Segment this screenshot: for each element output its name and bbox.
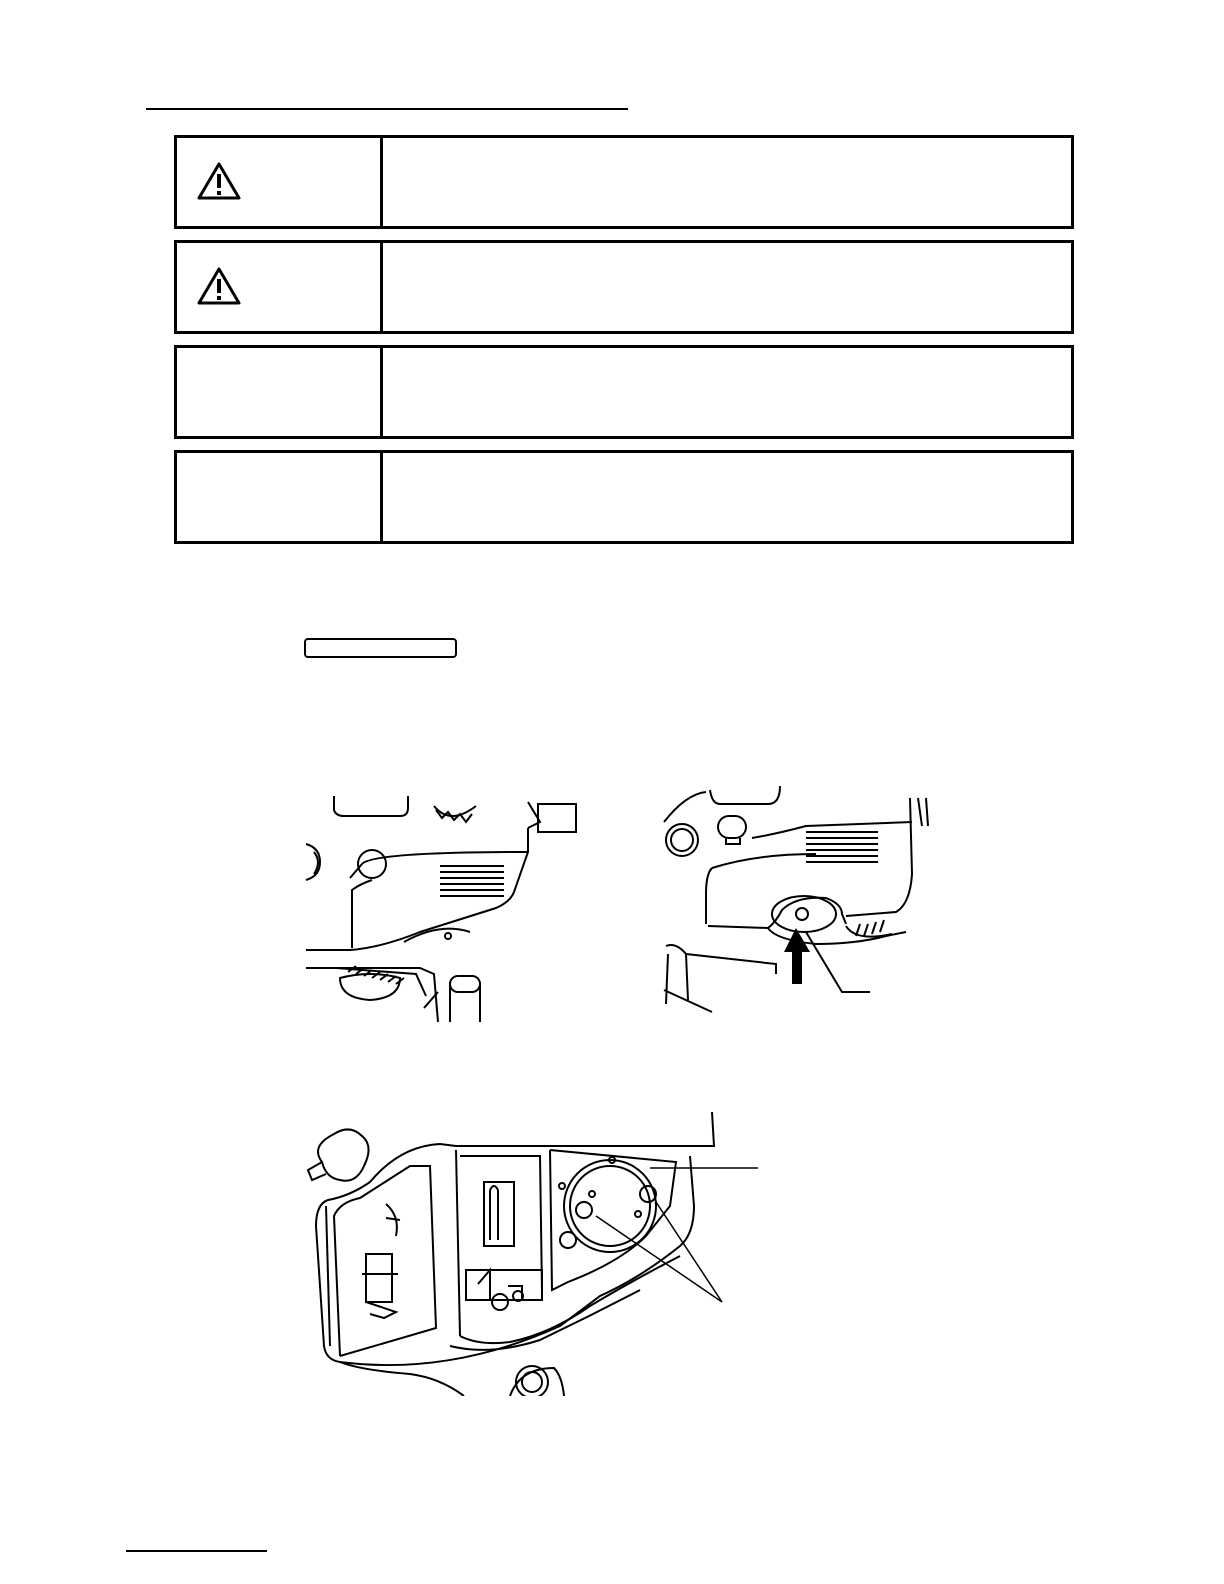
notice-label-cell [177, 453, 383, 541]
notice-label-cell [177, 348, 383, 436]
microscope-base-drawing [300, 792, 590, 1022]
caution-notice-4 [174, 450, 1074, 544]
notice-text [383, 453, 1071, 541]
up-arrow-icon [784, 928, 810, 984]
warning-triangle-icon [197, 162, 241, 200]
header-rule [146, 108, 628, 110]
notice-text [383, 348, 1071, 436]
warning-notice-2 [174, 240, 1074, 334]
warning-triangle-icon [197, 267, 241, 305]
notice-label-cell [177, 243, 383, 331]
notice-text [383, 243, 1071, 331]
key-label-box [304, 638, 457, 658]
footer-rule [126, 1550, 267, 1552]
figure-3-illustration [300, 1106, 770, 1396]
notice-text [383, 138, 1071, 226]
lamp-cover-drawing [656, 764, 936, 1024]
caution-notice-3 [174, 345, 1074, 439]
figure-2-illustration [656, 764, 936, 1024]
figure-1-illustration [300, 792, 590, 1022]
warning-notice-1 [174, 135, 1074, 229]
lamp-house-interior-drawing [300, 1106, 770, 1396]
notice-label-cell [177, 138, 383, 226]
